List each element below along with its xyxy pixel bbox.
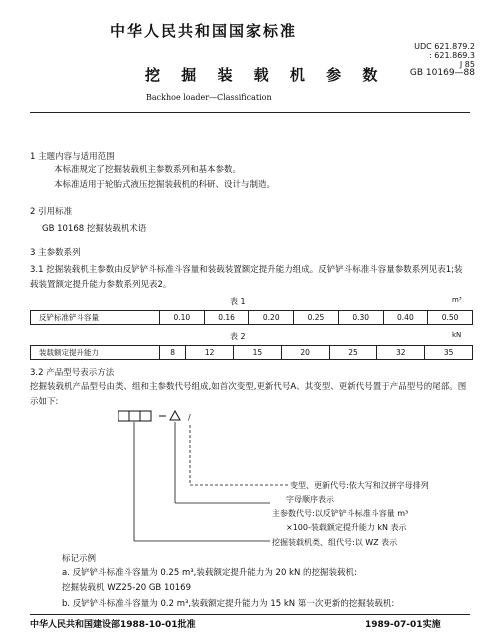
diagram-annotation: 变型、更新代号:依大写和汉拼字母排列 <box>290 481 429 490</box>
section-3-2-heading: 3.2 产品型号表示方法 <box>30 368 115 378</box>
marking-example-heading: 标记示例 <box>62 554 97 564</box>
table-2-label: 装载额定提升能力 <box>31 346 160 360</box>
table-cell: 32 <box>377 346 425 360</box>
table-1-unit: m³ <box>452 296 462 304</box>
example-a: a. 反铲铲斗标准斗容量为 0.25 m³,装载额定提升能力为 20 kN 的挖掘装载机: <box>62 568 357 578</box>
udc-line: UDC 621.879.2 <box>414 42 475 51</box>
table-2-unit: kN <box>452 331 462 339</box>
table-cell: 35 <box>425 346 473 360</box>
header-rule <box>30 112 470 113</box>
group-code-box <box>118 411 129 421</box>
section-3-2-text: 挖掘装载机产品型号由类、组和主参数代号组成,如首次变型,更新代号A、其变型、更新代号置于产品型号的尾部。图示如下: <box>30 382 467 407</box>
table-cell: 8 <box>160 346 186 360</box>
table-2-caption: 表 2 <box>230 332 246 341</box>
group-code-box <box>129 411 140 421</box>
table-1-label: 反铲标准铲斗容量 <box>31 311 160 325</box>
english-title: Backhoe loader—Classification <box>146 93 272 102</box>
table-cell: 15 <box>233 346 281 360</box>
diagram-annotation: 挖掘装载机类、组代号:以 WZ 表示 <box>272 538 398 547</box>
example-a-marking: 挖掘装载机 WZ25-20 GB 10169 <box>62 583 191 593</box>
group-code-box <box>140 411 151 421</box>
udc-line: GB 10169—88 <box>409 68 475 78</box>
document-title: 挖 掘 装 载 机 参 数 <box>145 66 386 84</box>
section-2-heading: 2 引用标准 <box>30 207 73 217</box>
table-cell: 20 <box>281 346 329 360</box>
table-row <box>31 311 473 325</box>
udc-line: J 85 <box>459 60 475 69</box>
table-cell: 0.30 <box>338 311 383 325</box>
table-2 <box>30 345 473 360</box>
table-cell: 0.50 <box>428 311 473 325</box>
table-cell: 12 <box>186 346 234 360</box>
table-cell: 0.25 <box>294 311 339 325</box>
approval-date: 中华人民共和国建设部1988-10-01批准 <box>30 620 196 630</box>
table-cell: 25 <box>329 346 377 360</box>
triangle-symbol <box>170 411 180 420</box>
section-2-reference: GB 10168 挖掘装载机术语 <box>42 224 147 234</box>
table-1-caption: 表 1 <box>230 297 246 306</box>
diagram-annotation: 字母顺序表示 <box>286 495 334 504</box>
model-notation-diagram <box>118 409 288 559</box>
footer-rule <box>30 614 470 615</box>
section-1-para-2: 本标准适用于轮胎式液压挖掘装载机的科研、设计与制造。 <box>54 180 276 190</box>
example-b: b. 反铲铲斗标准斗容量为 0.2 m³,装载额定提升能力为 15 kN 第一次更新的挖掘装载机: <box>62 599 395 609</box>
table-cell: 0.10 <box>160 311 205 325</box>
effective-date: 1989-07-01实施 <box>365 620 441 630</box>
diagram-annotation: ×100-装载额定提升能力 kN 表示 <box>286 523 407 532</box>
section-1-heading: 1 主题内容与适用范围 <box>30 152 115 162</box>
section-1-para-1: 本标准规定了挖掘装载机主参数系列和基本参数。 <box>54 165 242 175</box>
table-cell: 0.20 <box>249 311 294 325</box>
table-cell: 0.40 <box>383 311 428 325</box>
org-title: 中华人民共和国国家标准 <box>110 22 298 40</box>
table-cell: 0.16 <box>204 311 249 325</box>
section-3-1-text: 3.1 挖掘装载机主参数由反铲铲斗标准斗容量和装载装置额定提升能力组成。反铲铲斗标准斗容量参数系列见表1;装载装置额定提升能力参数系列见表2。 <box>30 265 463 290</box>
diagram-annotation: 主参数代号:以反铲铲斗标准斗容量 m³ <box>272 509 409 518</box>
table-1 <box>30 310 473 325</box>
table-row <box>31 346 473 360</box>
udc-line: : 621.869.3 <box>429 51 475 60</box>
section-3-heading: 3 主参数系列 <box>30 248 81 258</box>
slash-mark: / <box>188 413 191 422</box>
udc-block <box>410 42 475 78</box>
